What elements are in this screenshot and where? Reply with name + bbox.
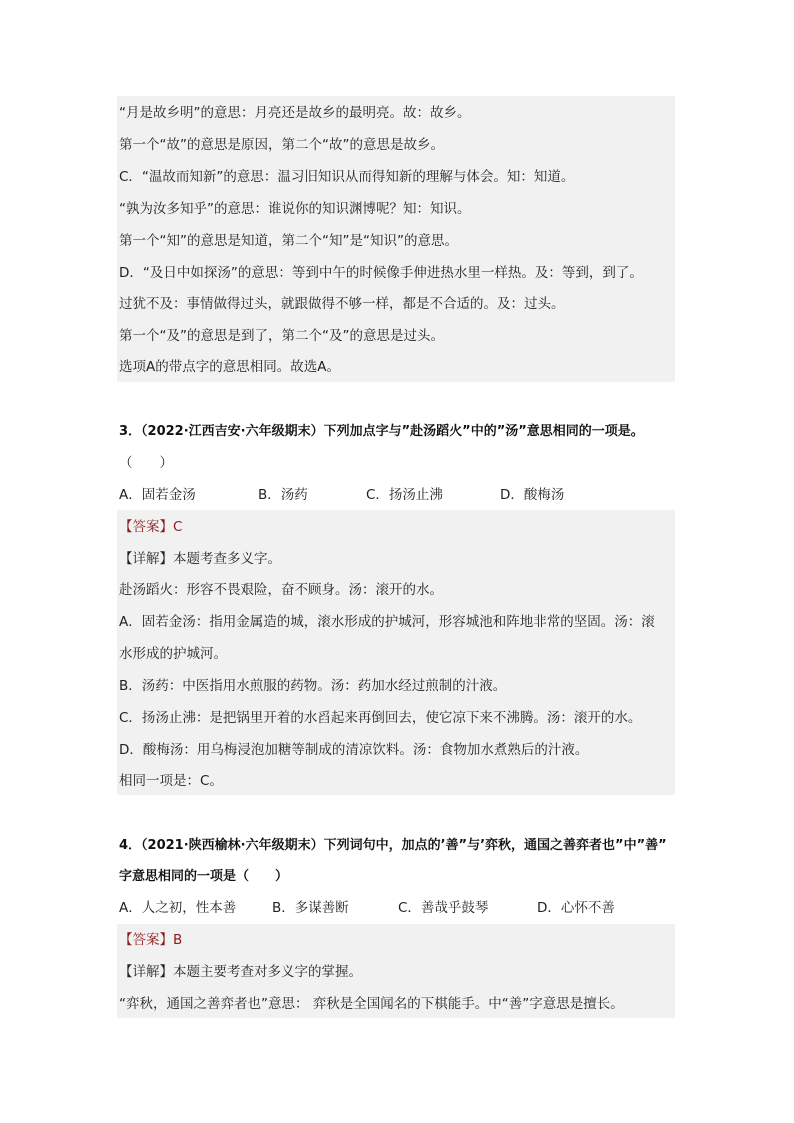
question-3-answer: 【答案】C — [119, 519, 183, 535]
question-3-detail-line: C．扬汤止沸：是把锅里开着的水舀起来再倒回去，使它凉下来不沸腾。汤：滚开的水。 — [119, 710, 642, 726]
question-3-option-c: C．扬汤止沸 — [366, 487, 443, 503]
explanation-line: 过犹不及：事情做得过头，就跟做得不够一样，都是不合适的。及：过头。 — [119, 296, 565, 312]
explanation-line: D．“及日中如探汤”的意思：等到中午的时候像手伸进热水里一样热。及：等到，到了。 — [119, 265, 643, 281]
explanation-line: 第一个“知”的意思是知道，第二个“知”是“知识”的意思。 — [119, 233, 458, 249]
question-4-stem: 4．（2021·陕西榆林·六年级期末）下列词句中，加点的’善”与’弈秋，通国之善弈者也”中”善” — [119, 838, 667, 853]
question-3-detail-line: 水形成的护城河。 — [119, 646, 227, 662]
explanation-line: C．“温故而知新”的意思：温习旧知识从而得知新的理解与体会。知：知道。 — [119, 169, 575, 185]
question-3-detail-line: B．汤药：中医指用水煎服的药物。汤：药加水经过煎制的汁液。 — [119, 678, 507, 694]
question-3-option-b: B．汤药 — [258, 487, 308, 503]
question-3-option-d: D．酸梅汤 — [500, 487, 565, 503]
question-3-stem: 3．（2022·江西吉安·六年级期末）下列加点字与”赴汤蹈火”中的”汤”意思相同的一项是。 — [119, 424, 644, 439]
question-3-option-a: A．固若金汤 — [119, 487, 196, 503]
explanation-line: “孰为汝多知乎”的意思：谁说你的知识渊博呢？知：知识。 — [119, 201, 471, 217]
question-4-option-a: A．人之初，性本善 — [119, 900, 237, 916]
explanation-line: “月是故乡明”的意思：月亮还是故乡的最明亮。故：故乡。 — [119, 105, 471, 121]
question-3-paren: （ ） — [119, 455, 173, 471]
question-3-detail-line: 赴汤蹈火：形容不畏艰险，奋不顾身。汤：滚开的水。 — [119, 582, 443, 598]
question-3-detail-line: 【详解】本题考查多义字。 — [119, 551, 281, 567]
question-4-detail-line: 【详解】本题主要考查对多义字的掌握。 — [119, 964, 362, 980]
question-3-detail-line: A．固若金汤：指用金属造的城，滚水形成的护城河，形容城池和阵地非常的坚固。汤：滚 — [119, 614, 655, 630]
question-3-detail-line: 相同一项是：C。 — [119, 773, 223, 789]
question-4-detail-line: “弈秋，通国之善弈者也”意思： 弈秋是全国闻名的下棋能手。中“善”字意思是擅长。 — [119, 996, 624, 1012]
question-3-detail-line: D．酸梅汤：用乌梅浸泡加糖等制成的清凉饮料。汤：食物加水煮熟后的汁液。 — [119, 742, 589, 758]
question-4-option-c: C．善哉乎鼓琴 — [398, 900, 489, 916]
question-4-option-d: D．心怀不善 — [537, 900, 615, 916]
question-4-stem-continued: 字意思相同的一项是（ ） — [119, 869, 289, 884]
explanation-line: 第一个“及”的意思是到了，第二个“及”的意思是过头。 — [119, 328, 444, 344]
explanation-line: 选项A的带点字的意思相同。故选A。 — [119, 359, 340, 375]
question-4-answer: 【答案】B — [119, 932, 183, 948]
question-4-option-b: B．多谋善断 — [272, 900, 349, 916]
explanation-line: 第一个“故”的意思是原因，第二个“故”的意思是故乡。 — [119, 137, 444, 153]
